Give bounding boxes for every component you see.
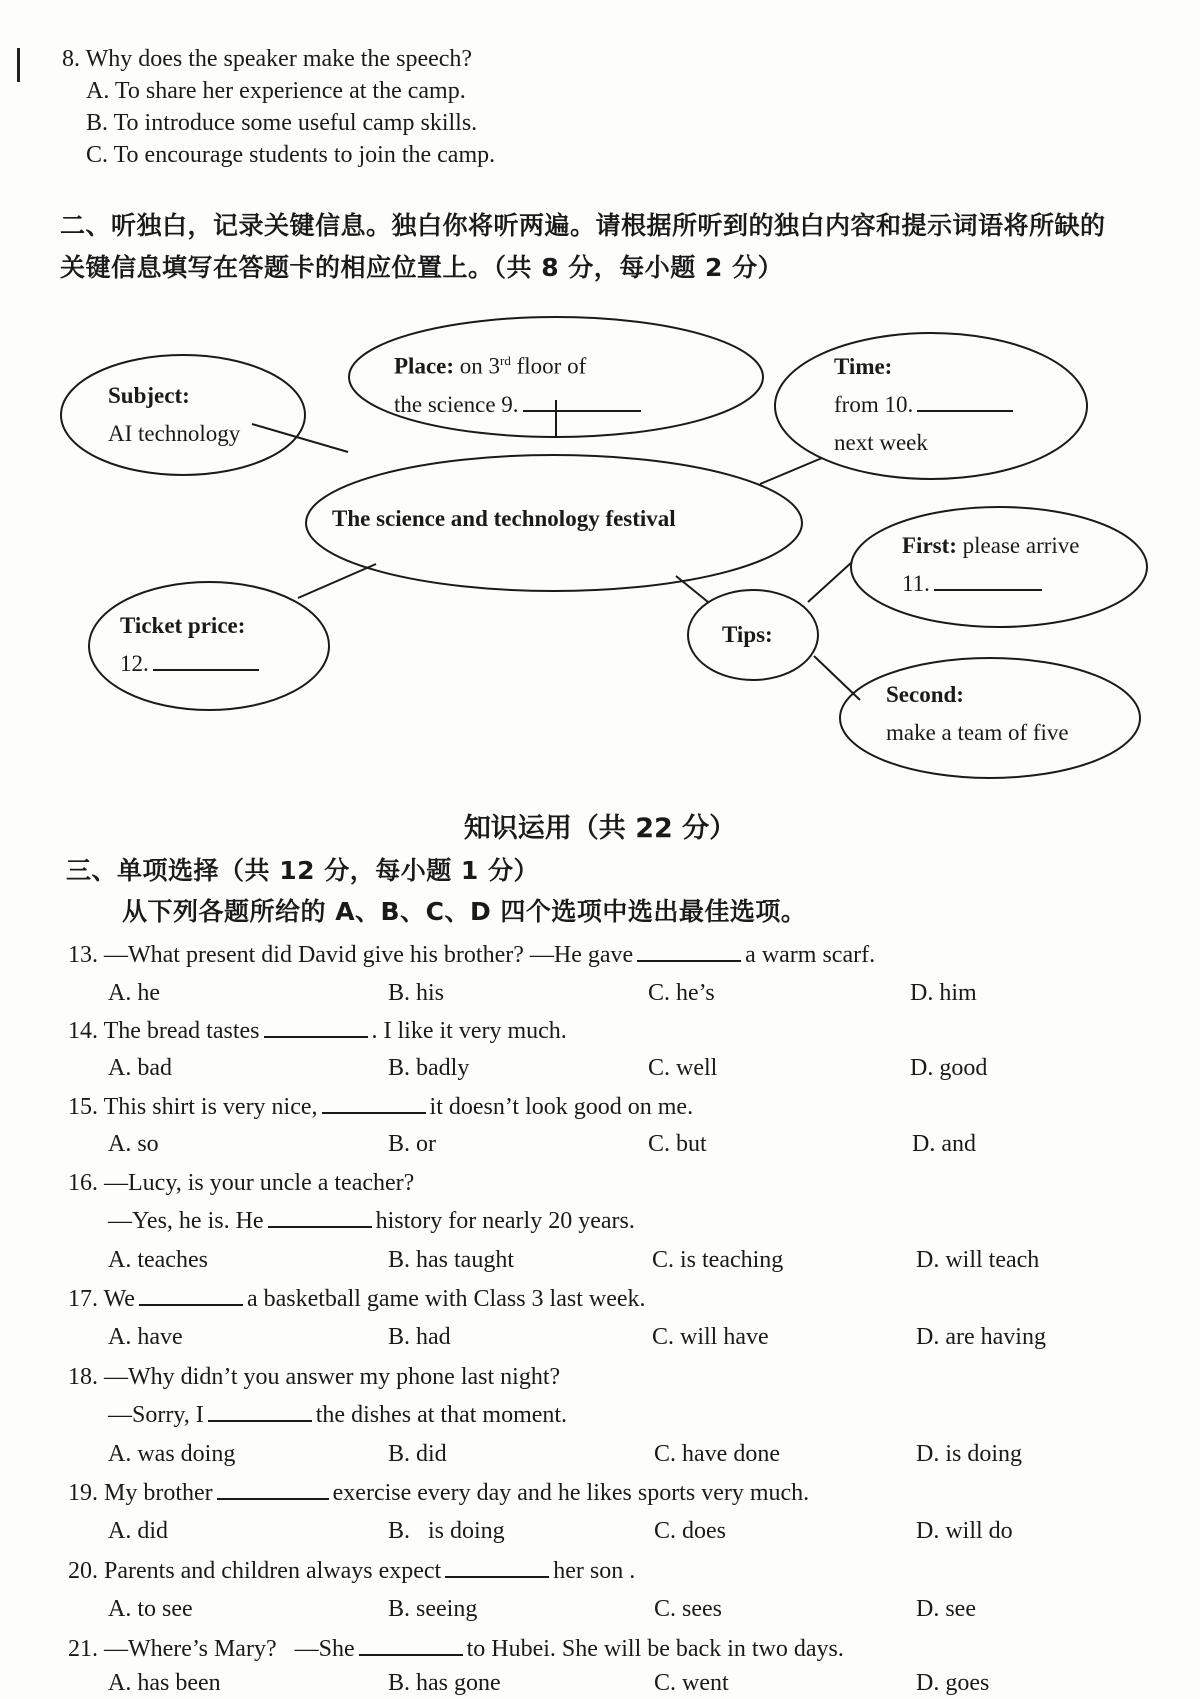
q13-option-c[interactable]: C. he’s [648, 980, 715, 1006]
q14-blank[interactable] [264, 1016, 368, 1038]
node-time [834, 348, 1017, 462]
q13-option-d[interactable]: D. him [910, 980, 977, 1006]
node-place [394, 342, 645, 424]
place-text1: on 3 [459, 353, 501, 379]
q8-option-a: A. To share her experience at the camp. [86, 78, 466, 104]
section3-instruction: 从下列各题所给的 A、B、C、D 四个选项中选出最佳选项。 [122, 897, 807, 926]
q21-option-d[interactable]: D. goes [916, 1670, 990, 1696]
section2-instruction-line1: 二、听独白，记录关键信息。独白你将听两遍。请根据所听到的独白内容和提示词语将所缺的 [60, 211, 1106, 240]
q17-option-a[interactable]: A. have [108, 1324, 183, 1350]
q16-blank[interactable] [268, 1206, 372, 1228]
q20-option-c[interactable]: C. sees [654, 1596, 722, 1622]
connector-ticket [298, 564, 376, 598]
q19-option-c[interactable]: C. does [654, 1518, 726, 1544]
q14-option-d[interactable]: D. good [910, 1055, 988, 1081]
q18-option-c[interactable]: C. have done [654, 1441, 780, 1467]
node-subject [108, 377, 240, 453]
answer-blank-11[interactable] [934, 569, 1042, 591]
q16-stem: —Yes, he is. He history for nearly 20 years. [108, 1208, 635, 1234]
part-title: 知识运用（共 22 分） [463, 813, 737, 844]
q16-option-a[interactable]: A. teaches [108, 1247, 208, 1273]
time-label: Time: [834, 354, 893, 379]
q19-option-b[interactable]: B. is doing [388, 1518, 505, 1544]
node-ticket-price [120, 607, 263, 683]
answer-blank-9[interactable] [523, 390, 641, 412]
q13-blank[interactable] [637, 940, 741, 962]
place-text2: floor of [510, 353, 587, 379]
q14-option-a[interactable]: A. bad [108, 1055, 172, 1081]
q8-option-b: B. To introduce some useful camp skills. [86, 110, 478, 136]
q16-option-c[interactable]: C. is teaching [652, 1247, 784, 1273]
q19-option-d[interactable]: D. will do [916, 1518, 1013, 1544]
q14-stem: 14. The bread tastes . I like it very much. [68, 1018, 567, 1044]
subject-value: AI technology [108, 421, 241, 446]
q18-blank[interactable] [208, 1400, 312, 1422]
q17-option-b[interactable]: B. had [388, 1324, 451, 1350]
subject-label: Subject: [108, 383, 190, 408]
q15-option-d[interactable]: D. and [912, 1131, 976, 1157]
q8-question: 8. Why does the speaker make the speech? [62, 46, 473, 72]
connector-subject [252, 424, 348, 452]
q18-option-b[interactable]: B. did [388, 1441, 447, 1467]
first-text: please arrive [956, 533, 1080, 558]
ticket-label: Ticket price: [120, 613, 246, 638]
q15-option-c[interactable]: C. but [648, 1131, 707, 1157]
center-topic: The science and technology festival [332, 506, 676, 531]
place-line2: the science 9. [394, 391, 519, 417]
q19-stem: 19. My brother exercise every day and he likes sports very much. [68, 1480, 810, 1506]
q21-blank[interactable] [359, 1634, 463, 1656]
time-line1: from 10. [834, 392, 914, 417]
q19-option-a[interactable]: A. did [108, 1518, 168, 1544]
tips-label: Tips: [722, 622, 773, 647]
q20-option-a[interactable]: A. to see [108, 1596, 193, 1622]
place-sup: rd [500, 353, 511, 368]
second-line2: make a team of five [886, 720, 1069, 745]
answer-blank-12[interactable] [153, 649, 259, 671]
q18-option-a[interactable]: A. was doing [108, 1441, 236, 1467]
q16-option-b[interactable]: B. has taught [388, 1247, 514, 1273]
node-second [886, 676, 1069, 752]
q18-option-d[interactable]: D. is doing [916, 1441, 1023, 1467]
connector-first [808, 562, 852, 602]
second-label: Second: [886, 682, 964, 707]
q13-option-a[interactable]: A. he [108, 980, 160, 1006]
connector-time [760, 458, 822, 484]
q16-line1: 16. —Lucy, is your uncle a teacher? [68, 1170, 415, 1196]
q13-stem: 13. —What present did David give his brother? —He gave a warm scarf. [68, 942, 876, 968]
section3-title: 三、单项选择（共 12 分，每小题 1 分） [66, 856, 540, 885]
q8-option-c: C. To encourage students to join the camp. [86, 142, 496, 168]
q20-option-d[interactable]: D. see [916, 1596, 976, 1622]
q19-blank[interactable] [217, 1478, 329, 1500]
q13-option-b[interactable]: B. his [388, 980, 445, 1006]
q14-option-c[interactable]: C. well [648, 1055, 718, 1081]
q20-stem: 20. Parents and children always expect her son . [68, 1558, 636, 1584]
q15-option-a[interactable]: A. so [108, 1131, 159, 1157]
q17-option-c[interactable]: C. will have [652, 1324, 769, 1350]
answer-blank-10[interactable] [917, 390, 1013, 412]
q14-option-b[interactable]: B. badly [388, 1055, 470, 1081]
q17-option-d[interactable]: D. are having [916, 1324, 1046, 1350]
q21-stem: 21. —Where’s Mary? —She to Hubei. She will be back in two days. [68, 1636, 844, 1662]
node-first [902, 527, 1080, 603]
q20-option-b[interactable]: B. seeing [388, 1596, 478, 1622]
ticket-line1: 12. [120, 651, 149, 676]
q21-option-b[interactable]: B. has gone [388, 1670, 501, 1696]
q15-option-b[interactable]: B. or [388, 1131, 436, 1157]
first-line2: 11. [902, 571, 930, 596]
place-label: Place: [394, 353, 455, 379]
q21-option-c[interactable]: C. went [654, 1670, 729, 1696]
q21-option-a[interactable]: A. has been [108, 1670, 221, 1696]
q17-stem: 17. We a basketball game with Class 3 last week. [68, 1286, 646, 1312]
q15-blank[interactable] [322, 1092, 426, 1114]
first-label: First: [902, 533, 957, 558]
q16-option-d[interactable]: D. will teach [916, 1247, 1040, 1273]
q15-stem: 15. This shirt is very nice, it doesn’t look good on me. [68, 1094, 694, 1120]
q20-blank[interactable] [445, 1556, 549, 1578]
q18-stem: —Sorry, I the dishes at that moment. [108, 1402, 568, 1428]
q17-blank[interactable] [139, 1284, 243, 1306]
time-line2: next week [834, 430, 928, 455]
section2-instruction-line2: 关键信息填写在答题卡的相应位置上。（共 8 分，每小题 2 分） [60, 253, 784, 282]
q18-line1: 18. —Why didn’t you answer my phone last night? [68, 1364, 561, 1390]
